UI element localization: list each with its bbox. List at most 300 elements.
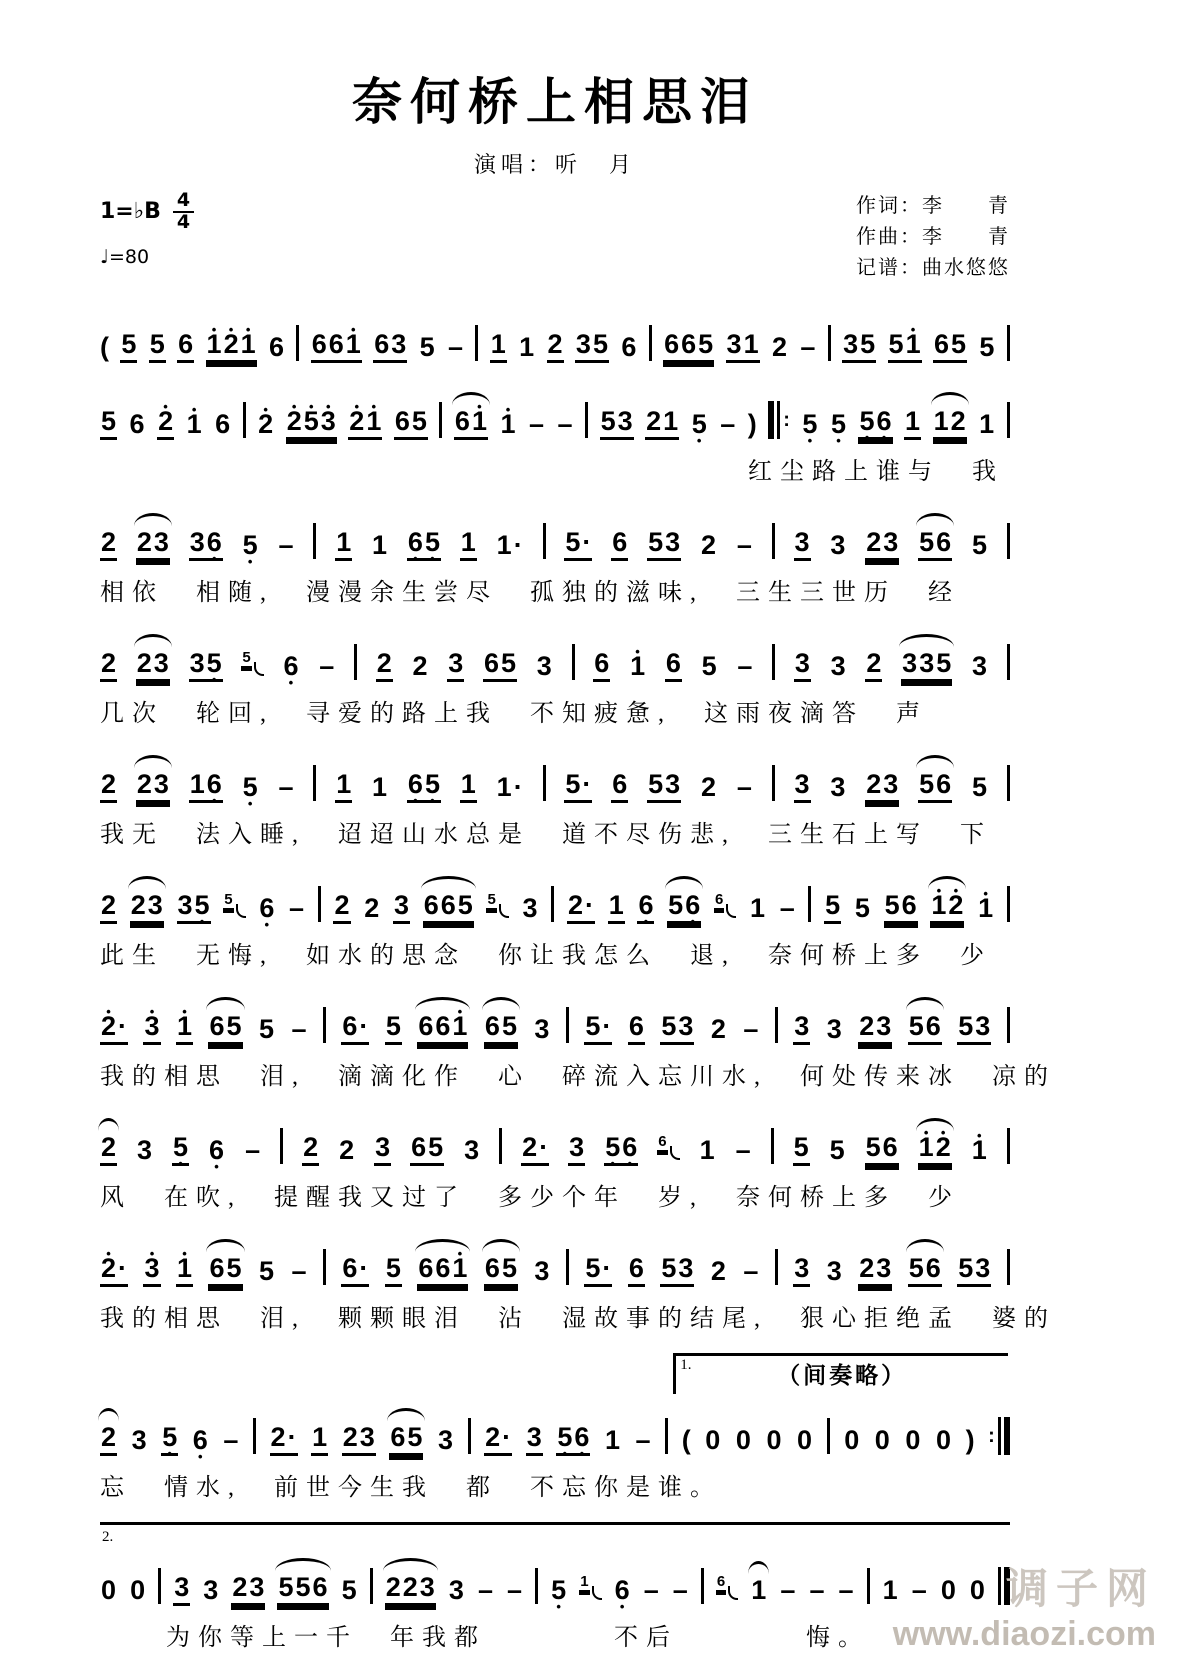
note-digit: 6 bbox=[268, 332, 285, 363]
barline bbox=[296, 325, 299, 361]
bar-thick bbox=[768, 401, 774, 439]
note-digit: 3 bbox=[249, 1572, 265, 1603]
note-digits bbox=[374, 1133, 391, 1166]
note-token bbox=[290, 1015, 307, 1045]
note-digit: 1 bbox=[496, 772, 512, 803]
note-token bbox=[796, 1426, 813, 1456]
score-line bbox=[100, 990, 1056, 1091]
note-token bbox=[214, 410, 231, 440]
barline bbox=[828, 325, 831, 361]
note-digits bbox=[779, 894, 796, 924]
note-digit: 5 bbox=[936, 648, 952, 679]
note-token bbox=[437, 1426, 454, 1456]
note-token bbox=[189, 528, 223, 561]
note-token bbox=[208, 1136, 225, 1166]
note-digit: 2 bbox=[364, 893, 380, 924]
note-token bbox=[567, 891, 595, 924]
note-digit: 3 bbox=[464, 1135, 480, 1166]
note-digits bbox=[829, 1136, 846, 1166]
note-digit: 6 bbox=[612, 769, 628, 800]
note-digit: • 5 bbox=[303, 407, 320, 437]
note-token bbox=[799, 333, 816, 363]
note-digit: 2 bbox=[270, 1422, 286, 1453]
note-digit: 6 • bbox=[573, 1423, 590, 1453]
note-digits bbox=[100, 1254, 128, 1287]
note-digits bbox=[100, 1012, 128, 1045]
barline bbox=[1007, 1128, 1010, 1164]
note-digit: 5 bbox=[407, 1422, 423, 1453]
note-token bbox=[385, 1254, 402, 1287]
note-digit: 5 • bbox=[550, 1576, 567, 1606]
notes-row bbox=[100, 869, 1010, 924]
note-digits bbox=[567, 891, 595, 924]
note-digits bbox=[385, 1573, 436, 1606]
note-digits bbox=[288, 894, 305, 924]
lyrics-row: 为你等上一千 年我都 不后 悔。 bbox=[166, 1625, 870, 1651]
note-digits bbox=[865, 1133, 899, 1166]
note-digit: 1 bbox=[743, 329, 759, 360]
note-token bbox=[278, 531, 295, 561]
note-digits bbox=[978, 410, 995, 440]
note-digit: 2 bbox=[334, 890, 350, 921]
note-token bbox=[100, 770, 117, 803]
note-digit: – bbox=[291, 1014, 307, 1045]
note-digit: 5 bbox=[701, 651, 717, 682]
note-digits bbox=[176, 1012, 193, 1045]
note-token bbox=[736, 652, 753, 682]
note-token bbox=[700, 773, 717, 803]
note-token bbox=[933, 407, 967, 440]
note-digit: · bbox=[513, 530, 523, 561]
note-digits bbox=[829, 531, 846, 561]
note-digits bbox=[484, 1254, 518, 1287]
note-digits bbox=[842, 330, 876, 363]
barline bbox=[468, 1418, 471, 1454]
note-token bbox=[348, 407, 382, 440]
note-digits bbox=[423, 891, 474, 924]
note-digit: 2 bbox=[101, 1422, 117, 1453]
note-token bbox=[556, 1423, 590, 1456]
grace-note-digit: 5 bbox=[241, 650, 251, 669]
note-digits bbox=[933, 407, 967, 440]
note-token bbox=[176, 1012, 193, 1045]
note-digit: 2 bbox=[342, 1422, 358, 1453]
note-digits bbox=[908, 1254, 942, 1287]
lyrics-row: 几次 轮回, 寻爱的路上我 不知疲惫, 这雨夜滴答 声 bbox=[100, 701, 928, 727]
note-token bbox=[143, 1254, 160, 1287]
note-digits bbox=[957, 1012, 991, 1045]
note-digit: 6 • bbox=[407, 528, 424, 558]
key-tempo-block bbox=[100, 191, 194, 268]
note-digits bbox=[338, 1136, 355, 1166]
note-digit: 6 bbox=[390, 1422, 406, 1453]
note-digit: • 1 bbox=[176, 1254, 193, 1284]
score-line bbox=[100, 308, 1010, 363]
note-digit: 3 bbox=[153, 769, 169, 800]
note-digit: 6 bbox=[418, 1011, 434, 1042]
note-digits bbox=[100, 649, 117, 682]
note-digits bbox=[394, 407, 428, 440]
note-digit: 5 bbox=[888, 329, 904, 360]
note-token bbox=[614, 1576, 631, 1606]
note-token bbox=[801, 410, 818, 440]
note-digit: 3 bbox=[536, 651, 552, 682]
note-digit: • 2 bbox=[935, 1133, 952, 1163]
notes-row bbox=[100, 1549, 1010, 1606]
note-digits bbox=[318, 652, 335, 682]
note-digits bbox=[483, 649, 517, 682]
note-digits bbox=[794, 649, 811, 682]
note-digit: · bbox=[502, 1422, 512, 1453]
note-digit: 5 bbox=[908, 1011, 924, 1042]
note-token bbox=[483, 649, 517, 682]
note-digit: • 1 bbox=[451, 1254, 468, 1284]
note-token bbox=[341, 1576, 358, 1606]
grace-note bbox=[241, 650, 263, 669]
note-token bbox=[100, 528, 117, 561]
note-digits bbox=[830, 652, 847, 682]
note-digit: 2 bbox=[376, 648, 392, 679]
note-digit: 5 • bbox=[830, 410, 847, 440]
note-digits bbox=[556, 1423, 590, 1456]
note-digit: 5 bbox=[600, 406, 616, 437]
note-digits bbox=[460, 770, 477, 803]
barline bbox=[772, 765, 775, 801]
note-token bbox=[290, 1257, 307, 1287]
note-digits bbox=[454, 407, 488, 440]
note-digit: 0 bbox=[969, 1575, 985, 1606]
lyrics-row: 我的相思 泪, 颗颗眼泪 沾 湿故事的结尾, 狠心拒绝孟 婆的 bbox=[100, 1306, 1056, 1332]
note-token bbox=[858, 407, 892, 440]
tempo-marking: ♩=80 bbox=[100, 245, 150, 268]
note-digit: 5 bbox=[979, 332, 995, 363]
note-digit: • 1 bbox=[930, 891, 947, 921]
note-digit: 2 bbox=[101, 527, 117, 558]
note-token bbox=[604, 1426, 621, 1456]
note-token bbox=[186, 410, 203, 440]
note-digits bbox=[557, 410, 574, 440]
note-token bbox=[258, 894, 275, 924]
note-token bbox=[749, 894, 766, 924]
note-token bbox=[628, 1254, 645, 1287]
note-token bbox=[136, 1136, 153, 1166]
note-token bbox=[419, 333, 436, 363]
note-digits bbox=[858, 1254, 892, 1287]
note-token bbox=[575, 330, 609, 363]
note-digits bbox=[647, 770, 681, 803]
note-digits bbox=[222, 1426, 239, 1456]
watermark bbox=[893, 1566, 1156, 1654]
note-digit: – bbox=[477, 1575, 493, 1606]
note-token bbox=[417, 1012, 468, 1045]
note-digit: 0 bbox=[101, 1575, 117, 1606]
score-line bbox=[100, 1522, 1010, 1652]
note-digits bbox=[258, 1015, 275, 1045]
note-digit: 3 bbox=[534, 1256, 550, 1287]
slur-arc bbox=[421, 876, 476, 889]
note-digits bbox=[629, 652, 646, 682]
note-digit: 6 bbox=[394, 406, 410, 437]
note-token bbox=[779, 894, 796, 924]
note-digits bbox=[628, 1012, 645, 1045]
note-digits bbox=[393, 891, 410, 924]
note-digits bbox=[854, 894, 871, 924]
note-token bbox=[564, 770, 592, 803]
note-digits bbox=[858, 1012, 892, 1045]
note-digits bbox=[496, 531, 524, 561]
note-digit: 5 bbox=[648, 769, 664, 800]
bar-thick bbox=[1004, 1417, 1010, 1455]
note-digits bbox=[136, 649, 170, 682]
note-digits bbox=[660, 1012, 694, 1045]
note-token bbox=[278, 773, 295, 803]
note-token bbox=[244, 1136, 261, 1166]
note-token bbox=[808, 1576, 825, 1606]
parenthesis: ) bbox=[965, 1425, 975, 1455]
note-token bbox=[710, 1257, 727, 1287]
note-digits bbox=[933, 330, 967, 363]
note-token bbox=[704, 1426, 721, 1456]
note-digit: 5 bbox=[419, 332, 435, 363]
note-digit: 6 bbox=[209, 1011, 225, 1042]
note-token bbox=[765, 1426, 782, 1456]
note-token bbox=[584, 1012, 612, 1045]
note-digits bbox=[645, 407, 679, 440]
note-digit: 5 bbox=[565, 527, 581, 558]
note-token bbox=[557, 410, 574, 440]
note-digits bbox=[584, 1012, 612, 1045]
note-token bbox=[691, 410, 708, 440]
note-token bbox=[735, 1426, 752, 1456]
note-token bbox=[342, 1423, 376, 1456]
note-token bbox=[842, 330, 876, 363]
note-digit: 5 bbox=[457, 890, 473, 921]
note-token bbox=[338, 1136, 355, 1166]
slur-arc bbox=[134, 513, 172, 526]
note-digit: 3 bbox=[794, 648, 810, 679]
note-digits bbox=[704, 1426, 721, 1456]
note-digits bbox=[521, 1133, 549, 1166]
note-token bbox=[843, 1426, 860, 1456]
note-digits bbox=[977, 894, 994, 924]
note-digit: – bbox=[643, 1575, 659, 1606]
note-digits bbox=[700, 531, 717, 561]
note-token bbox=[394, 407, 428, 440]
repeat-dots: : bbox=[988, 1425, 995, 1447]
note-digit: · bbox=[585, 890, 594, 921]
note-token bbox=[460, 770, 477, 803]
note-digit: • 1 bbox=[451, 1012, 468, 1042]
note-token bbox=[208, 1012, 242, 1045]
note-digit: 0 bbox=[735, 1425, 751, 1456]
note-token bbox=[371, 531, 388, 561]
barline bbox=[1007, 523, 1010, 559]
grace-note bbox=[223, 892, 245, 911]
note-digit: 2 bbox=[646, 406, 662, 437]
note-digit: 6 bbox=[925, 1011, 941, 1042]
note-digits bbox=[710, 1257, 727, 1287]
note-digit: 5 • bbox=[206, 649, 223, 679]
note-token bbox=[496, 773, 524, 803]
note-token bbox=[363, 894, 380, 924]
note-token bbox=[858, 1254, 892, 1287]
note-token bbox=[957, 1012, 991, 1045]
barline bbox=[158, 1568, 161, 1604]
bar-thin bbox=[998, 1417, 1001, 1455]
note-token bbox=[411, 652, 428, 682]
parenthesis: ( bbox=[100, 332, 109, 362]
barline bbox=[243, 402, 246, 438]
note-token bbox=[611, 528, 628, 561]
note-digits bbox=[719, 410, 736, 440]
note-digits bbox=[628, 1254, 645, 1287]
note-token bbox=[157, 407, 174, 440]
note-digit: 6 bbox=[411, 1132, 427, 1163]
note-digit: 1 bbox=[979, 409, 995, 440]
note-digit: 6 bbox=[342, 1253, 358, 1284]
note-token bbox=[604, 1133, 638, 1166]
note-digits bbox=[779, 1576, 796, 1606]
slur-arc bbox=[665, 876, 703, 889]
note-digit: 6 bbox=[440, 890, 456, 921]
bar-thin bbox=[777, 401, 780, 439]
note-digit: • 3 bbox=[143, 1254, 160, 1284]
note-digit: • 1 bbox=[629, 652, 646, 682]
note-token bbox=[335, 770, 352, 803]
note-digits bbox=[341, 1254, 369, 1287]
note-digit: 2 bbox=[710, 1256, 726, 1287]
barline bbox=[323, 1007, 326, 1043]
note-digits bbox=[614, 1576, 631, 1606]
note-token bbox=[735, 1136, 752, 1166]
time-signature-bottom: 4 bbox=[176, 210, 191, 233]
note-digit: 3 bbox=[419, 1572, 435, 1603]
score-line bbox=[100, 1111, 1010, 1212]
note-digits bbox=[278, 531, 295, 561]
grace-note bbox=[714, 892, 736, 911]
note-digits bbox=[550, 1576, 567, 1606]
note-digits bbox=[663, 330, 714, 363]
note-digits bbox=[282, 652, 299, 682]
note-digit: 3 bbox=[794, 527, 810, 558]
grace-note bbox=[579, 1574, 601, 1593]
note-digit: 6 bbox=[328, 329, 344, 360]
note-digits bbox=[699, 1136, 716, 1166]
note-digits bbox=[904, 1426, 921, 1456]
note-digit: 3 bbox=[393, 890, 409, 921]
barline bbox=[313, 765, 316, 801]
note-token bbox=[208, 1254, 242, 1287]
note-digits bbox=[700, 773, 717, 803]
note-digit: 1 bbox=[663, 406, 679, 437]
volta-2-label: 2. bbox=[102, 1529, 114, 1545]
meta-row bbox=[100, 191, 1010, 284]
note-digit: 1 bbox=[749, 893, 766, 924]
note-digit: 1 bbox=[699, 1135, 715, 1166]
notes-row bbox=[100, 990, 1010, 1045]
note-token bbox=[189, 649, 223, 682]
note-token bbox=[270, 1423, 298, 1456]
note-digit: 6 bbox=[374, 329, 390, 360]
note-token bbox=[547, 330, 564, 363]
note-digits bbox=[736, 652, 753, 682]
note-digit: 6 bbox=[681, 329, 697, 360]
note-token bbox=[564, 528, 592, 561]
note-token bbox=[628, 1012, 645, 1045]
note-digit: • 1 bbox=[499, 410, 516, 440]
note-token bbox=[484, 1254, 518, 1287]
note-digit: – bbox=[223, 1425, 239, 1456]
note-token bbox=[957, 1254, 991, 1287]
note-digits bbox=[136, 770, 170, 803]
note-digit: 6 • bbox=[206, 770, 223, 800]
note-token bbox=[288, 894, 305, 924]
note-digit: 5 bbox=[341, 1575, 357, 1606]
note-digits bbox=[192, 1426, 209, 1456]
note-digit: – bbox=[736, 530, 752, 561]
note-digit: 5 bbox=[860, 329, 876, 360]
note-token bbox=[865, 649, 882, 682]
barline bbox=[318, 886, 321, 922]
note-digit: 6 • bbox=[876, 407, 893, 437]
note-digit: – bbox=[737, 651, 753, 682]
note-digits bbox=[608, 891, 625, 924]
note-digits bbox=[100, 1576, 117, 1606]
slur-arc bbox=[928, 876, 966, 889]
lyrics-row: 我无 法入睡, 迢迢山水总是 道不尽伤悲, 三生石上写 下 bbox=[100, 822, 992, 848]
note-digit: 6 bbox=[612, 527, 628, 558]
note-digits bbox=[829, 773, 846, 803]
note-digit: 3 bbox=[534, 1014, 550, 1045]
note-token bbox=[522, 894, 539, 924]
note-digits bbox=[407, 770, 441, 803]
note-token bbox=[177, 330, 194, 363]
note-digit: 6 bbox=[664, 329, 680, 360]
notes-row bbox=[100, 383, 1010, 440]
note-digits bbox=[143, 1012, 160, 1045]
note-digits bbox=[526, 1423, 543, 1456]
note-digit: – bbox=[289, 893, 305, 924]
barline bbox=[280, 1128, 283, 1164]
note-token bbox=[533, 1257, 550, 1287]
note-token bbox=[202, 1576, 219, 1606]
note-token bbox=[550, 1576, 567, 1606]
note-digit: – bbox=[291, 1256, 307, 1287]
note-token bbox=[454, 407, 488, 440]
grace-hook-icon bbox=[499, 904, 509, 918]
note-digits bbox=[100, 407, 117, 440]
note-digit: 3 bbox=[153, 648, 169, 679]
barline bbox=[1007, 644, 1010, 680]
note-digit: 6 bbox=[454, 406, 470, 437]
note-digit: – bbox=[743, 1256, 759, 1287]
note-digits bbox=[793, 1133, 810, 1166]
note-token bbox=[829, 531, 846, 561]
note-token bbox=[258, 1015, 275, 1045]
note-digits bbox=[643, 1576, 660, 1606]
note-token bbox=[189, 770, 223, 803]
note-digits bbox=[157, 407, 174, 440]
note-digit: · bbox=[118, 1011, 128, 1042]
note-token bbox=[518, 333, 535, 363]
note-token bbox=[750, 1576, 767, 1606]
note-digit: 3 bbox=[830, 530, 846, 561]
note-digit: 5 bbox=[829, 1135, 845, 1166]
note-token bbox=[318, 652, 335, 682]
note-digit: 6 • bbox=[614, 1576, 631, 1606]
note-digits bbox=[838, 1576, 855, 1606]
note-digits bbox=[826, 1015, 843, 1045]
